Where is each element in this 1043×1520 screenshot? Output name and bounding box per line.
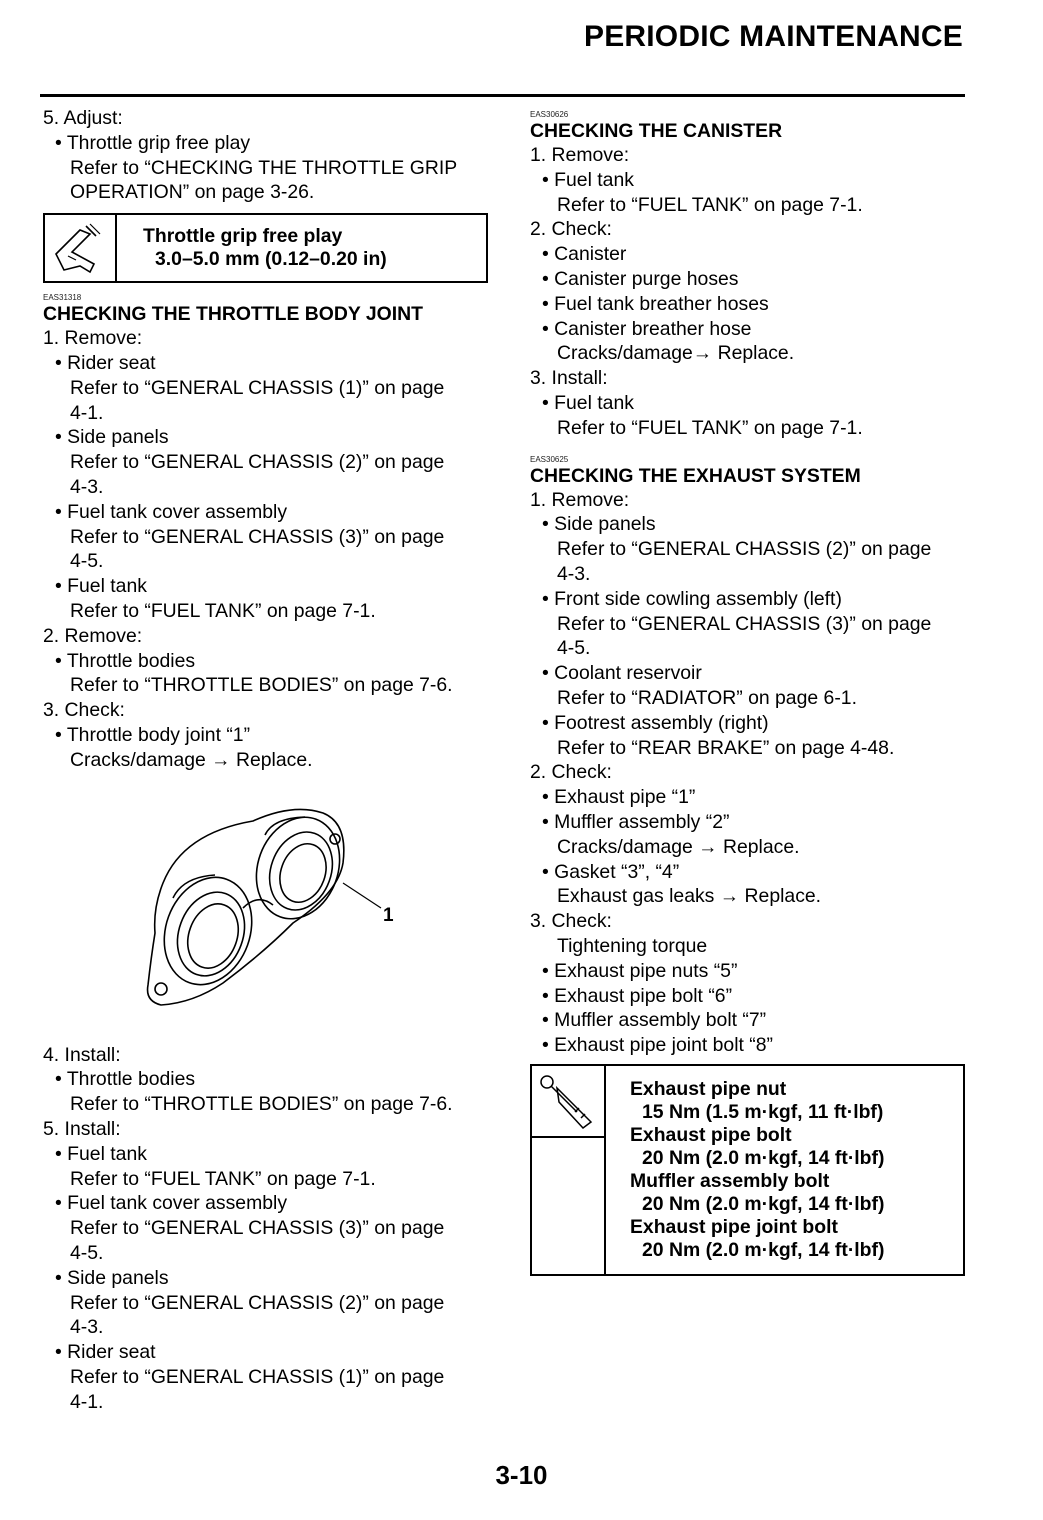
list-item: • Throttle bodies <box>55 1068 196 1091</box>
torque-spec-box <box>530 1064 965 1276</box>
section-code: EAS30626 <box>530 110 569 119</box>
list-item: • Coolant reservoir <box>542 662 702 685</box>
list-item: • Gasket “3”, “4” <box>542 860 680 883</box>
reference-text: Refer to “GENERAL CHASSIS (3)” on page <box>70 1217 445 1240</box>
list-item: • Fuel tank breather hoses <box>542 292 769 315</box>
reference-text: Tightening torque <box>557 934 708 957</box>
reference-text: Refer to “FUEL TANK” on page 7-1. <box>70 599 376 622</box>
spec-title: Throttle grip free play <box>143 225 343 248</box>
list-item: • Exhaust pipe nuts “5” <box>542 959 738 982</box>
list-item: • Fuel tank <box>542 391 634 414</box>
step: 3. Check: <box>530 910 612 933</box>
right-column <box>530 106 975 1276</box>
step: 2. Check: <box>530 218 612 241</box>
step: 2. Remove: <box>43 624 143 647</box>
step: 1. Remove: <box>43 327 143 350</box>
throttle-body-joint-illustration <box>43 773 488 1043</box>
list-item: • Rider seat <box>55 1341 156 1364</box>
reference-text: Refer to “FUEL TANK” on page 7-1. <box>70 1167 376 1190</box>
step-adjust: 5. Adjust: <box>43 107 123 129</box>
reference-text: Refer to “THROTTLE BODIES” on page 7-6. <box>70 1093 453 1116</box>
section-code: EAS31318 <box>43 293 82 303</box>
step: 4. Install: <box>43 1043 121 1066</box>
reference-text: Refer to “CHECKING THE THROTTLE GRIP <box>70 156 458 179</box>
reference-text: Refer to “GENERAL CHASSIS (1)” on page <box>70 1365 445 1388</box>
reference-text: Cracks/damage → Replace. <box>70 748 313 771</box>
torque-spec-value: 20 Nm (2.0 m·kgf, 14 ft·lbf) <box>642 1192 885 1215</box>
list-item: • Exhaust pipe “1” <box>542 786 696 809</box>
reference-text: Refer to “GENERAL CHASSIS (3)” on page <box>557 612 932 635</box>
list-item: • Canister <box>542 243 627 266</box>
list-item: • Side panels <box>55 1266 169 1289</box>
list-item: • Throttle body joint “1” <box>55 723 251 746</box>
step: 3. Check: <box>43 699 125 722</box>
reference-text: 4-5. <box>70 1241 104 1264</box>
step: 5. Install: <box>43 1117 121 1140</box>
list-item: • Fuel tank cover assembly <box>55 1192 288 1215</box>
left-column <box>43 106 488 1414</box>
list-item: • Canister purge hoses <box>542 267 739 290</box>
step: 2. Check: <box>530 761 612 784</box>
list-item: • Front side cowling assembly (left) <box>542 587 842 610</box>
torque-spec-title: Exhaust pipe nut <box>630 1077 787 1100</box>
reference-text: Cracks/damage → Replace. <box>557 835 800 858</box>
list-item: • Fuel tank <box>55 575 147 598</box>
reference-text: Refer to “GENERAL CHASSIS (2)” on page <box>557 538 932 561</box>
list-item: • Muffler assembly “2” <box>542 810 730 833</box>
reference-text: 4-5. <box>70 550 104 573</box>
list-item: • Muffler assembly bolt “7” <box>542 1009 767 1032</box>
spec-value: 3.0–5.0 mm (0.12–0.20 in) <box>155 248 387 271</box>
caliper-icon <box>45 215 117 281</box>
torque-icon-cell <box>532 1066 606 1274</box>
reference-text: Refer to “RADIATOR” on page 6-1. <box>557 686 857 709</box>
torque-wrench-icon <box>532 1066 604 1138</box>
list-item: • Canister breather hose <box>542 317 752 340</box>
step: 3. Install: <box>530 367 608 390</box>
list-item: • Throttle bodies <box>55 649 196 672</box>
reference-text: 4-3. <box>70 1316 104 1339</box>
reference-text: Refer to “GENERAL CHASSIS (2)” on page <box>70 1291 445 1314</box>
figure-callout-label: 1 <box>383 904 394 926</box>
step: 1. Remove: <box>530 488 630 511</box>
reference-text: Refer to “GENERAL CHASSIS (2)” on page <box>70 451 445 474</box>
reference-text: 4-3. <box>70 475 104 498</box>
reference-text: 4-1. <box>70 401 104 424</box>
reference-text: OPERATION” on page 3-26. <box>70 181 315 204</box>
list-item: • Exhaust pipe bolt “6” <box>542 984 733 1007</box>
page-number: 3-10 <box>495 1460 548 1490</box>
reference-text: Refer to “GENERAL CHASSIS (3)” on page <box>70 525 445 548</box>
torque-spec-value: 20 Nm (2.0 m·kgf, 14 ft·lbf) <box>642 1238 885 1261</box>
header-rule <box>40 94 965 97</box>
spec-text <box>117 215 399 281</box>
list-item: • Exhaust pipe joint bolt “8” <box>542 1034 773 1057</box>
list-item: • Side panels <box>55 426 169 449</box>
list-item: • Throttle grip free play <box>55 131 251 154</box>
torque-spec-text <box>606 1066 896 1274</box>
reference-text: Refer to “FUEL TANK” on page 7-1. <box>557 416 863 439</box>
reference-text: Refer to “REAR BRAKE” on page 4-48. <box>557 736 895 759</box>
step: 1. Remove: <box>530 144 630 166</box>
section-title: CHECKING THE EXHAUST SYSTEM <box>530 464 861 487</box>
reference-text: Refer to “THROTTLE BODIES” on page 7-6. <box>70 674 453 697</box>
spec-box <box>43 213 488 283</box>
reference-text: 4-5. <box>557 637 591 660</box>
torque-spec-value: 15 Nm (1.5 m·kgf, 11 ft·lbf) <box>642 1100 884 1123</box>
torque-spec-title: Exhaust pipe bolt <box>630 1123 792 1146</box>
list-item: • Footrest assembly (right) <box>542 711 769 734</box>
reference-text: Refer to “GENERAL CHASSIS (1)” on page <box>70 376 445 399</box>
reference-text: 4-3. <box>557 562 591 585</box>
list-item: • Fuel tank <box>55 1142 147 1165</box>
section-title: CHECKING THE CANISTER <box>530 120 783 142</box>
list-item: • Fuel tank <box>542 168 634 191</box>
list-item: • Fuel tank cover assembly <box>55 500 288 523</box>
page-header-title: PERIODIC MAINTENANCE <box>583 20 963 53</box>
section-title: CHECKING THE THROTTLE BODY JOINT <box>43 303 423 326</box>
list-item: • Rider seat <box>55 351 156 374</box>
reference-text: Exhaust gas leaks → Replace. <box>557 885 822 908</box>
reference-text: Refer to “FUEL TANK” on page 7-1. <box>557 193 863 216</box>
section-code: EAS30625 <box>530 454 569 464</box>
reference-text: Cracks/damage→ Replace. <box>557 342 795 365</box>
throttle-body-joint-figure <box>43 773 488 1043</box>
torque-spec-title: Exhaust pipe joint bolt <box>630 1215 838 1238</box>
torque-spec-title: Muffler assembly bolt <box>630 1169 830 1192</box>
reference-text: 4-1. <box>70 1390 104 1413</box>
torque-spec-value: 20 Nm (2.0 m·kgf, 14 ft·lbf) <box>642 1146 885 1169</box>
list-item: • Side panels <box>542 513 656 536</box>
